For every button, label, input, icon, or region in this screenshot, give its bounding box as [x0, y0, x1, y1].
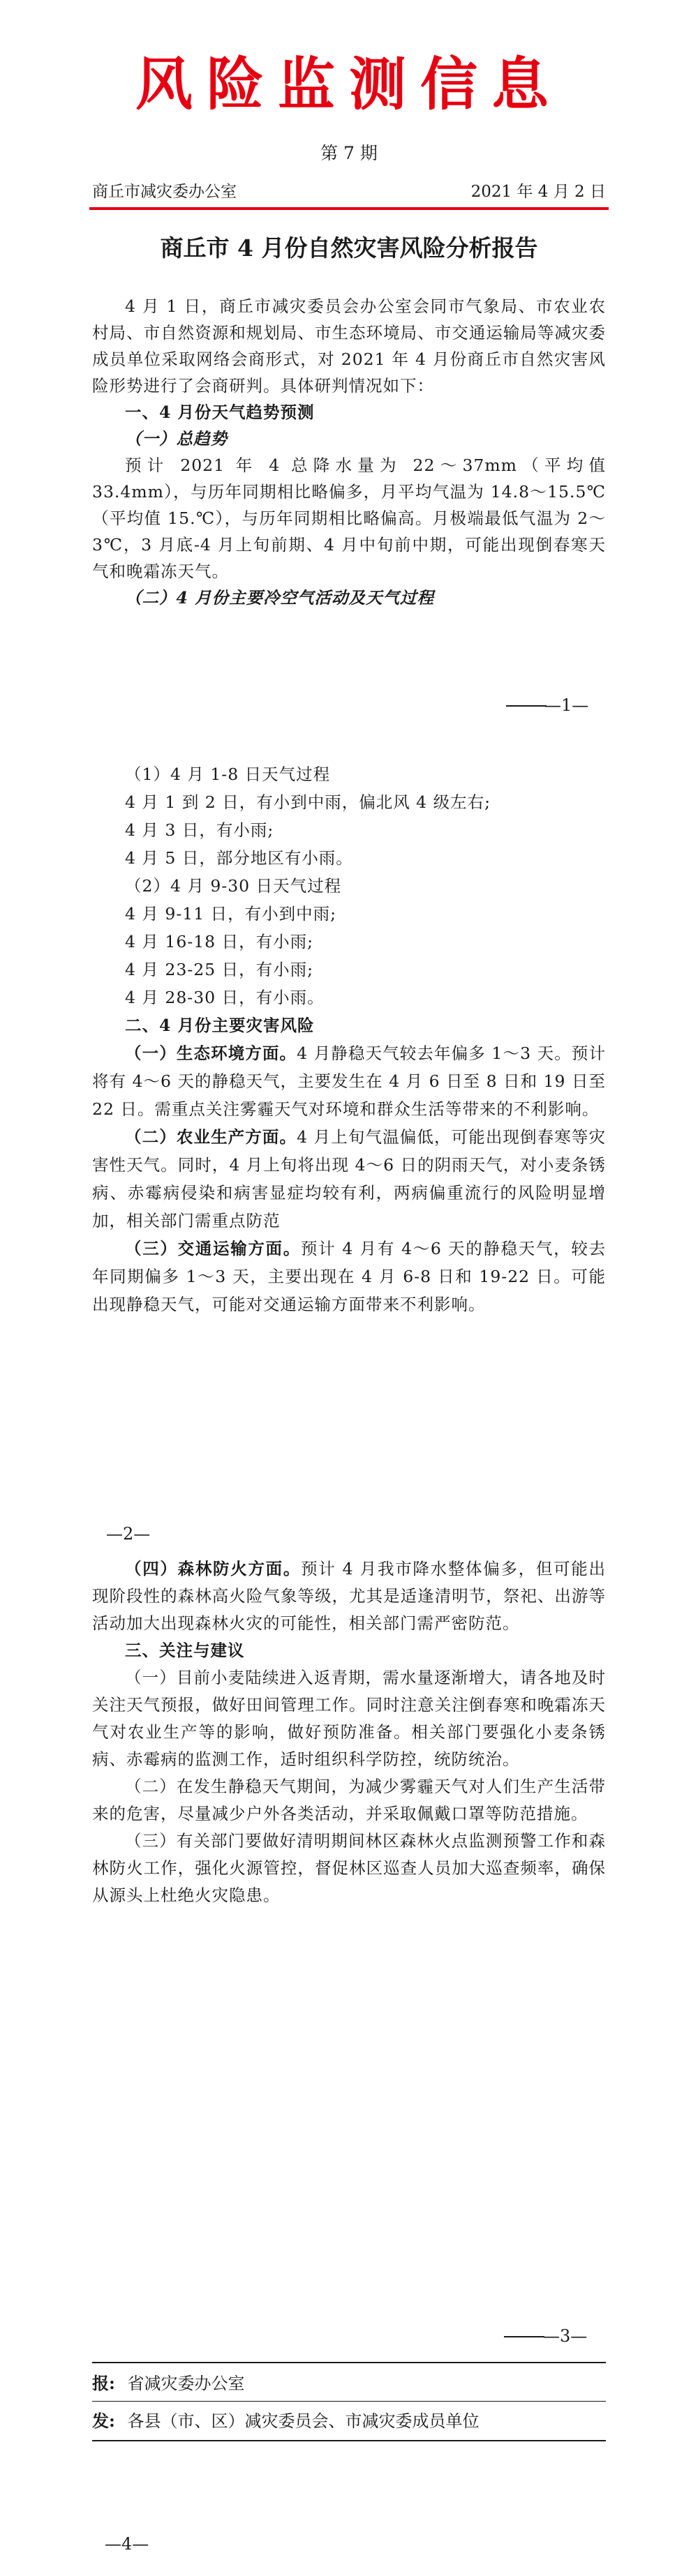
eco-paragraph — [92, 1039, 606, 1123]
section3-heading: 三、关注与建议 — [125, 1641, 245, 1660]
page-number-1: —1— — [544, 695, 589, 715]
weather-line: 4 月 28-30 日，有小雨。 — [125, 988, 325, 1007]
page3-body — [92, 1556, 606, 1909]
page2-body — [92, 760, 606, 1318]
weather-line: 4 月 23-25 日，有小雨; — [125, 960, 314, 979]
report-title: 商丘市 4 月份自然灾害风险分析报告 — [160, 234, 538, 262]
agri-heading: （二）农业生产方面。 — [125, 1127, 297, 1147]
traffic-text: 预计 4 月有 4～6 天的静稳天气，较去年同期偏多 1～3 天，主要出现在 4 月 6-8 日和 19-22 日。可能出现静稳天气，可能对交通运输方面带来不利影响。 — [92, 1239, 607, 1314]
suggestion-3: （三）有关部门要做好清明期间林区森林火点监测预警工作和森林防火工作，强化火源管控，督促林区巡查人员加大巡查频率，确保从源头上杜绝火灾隐患。 — [92, 1831, 606, 1905]
suggestion-2: （二）在发生静稳天气期间，为减少雾霾天气对人们生产生活带来的危害，尽量减少户外各类活动，并采取佩戴口罩等防范措施。 — [92, 1777, 606, 1823]
send-recipients: 各县（市、区）减灾委员会、市减灾委成员单位 — [127, 2411, 480, 2431]
traffic-paragraph — [92, 1235, 606, 1318]
agri-paragraph — [92, 1123, 606, 1235]
eco-heading: （一）生态环境方面。 — [125, 1044, 297, 1063]
agri-text: 4 月上旬气温偏低，可能出现倒春寒等灾害性天气。同时，4 月上旬将出现 4～6 日的阴雨天气，对小麦条锈病、赤霉病侵染和病害显症均较有利，两病偏重流行的风险明显增加，相关部门需重点防范 — [92, 1127, 606, 1230]
forest-text: 预计 4 月我市降水整体偏多，但可能出现阶段性的森林高火险气象等级，尤其是适逢清明节，祭祀、出游等活动加大出现森林火灾的可能性，相关部门需严密防范。 — [92, 1559, 606, 1633]
weather-line: 4 月 16-18 日，有小雨; — [125, 932, 314, 951]
footer-bottom-rule — [92, 2440, 606, 2441]
page-number-4: —4— — [105, 2534, 149, 2554]
page-number-3: —3— — [543, 2326, 588, 2346]
footer-top-rule — [92, 2362, 606, 2363]
footer-mid-rule — [92, 2401, 606, 2402]
forest-heading: （四）森林防火方面。 — [125, 1559, 302, 1579]
section1-heading: 一、4 月份天气趋势预测 — [125, 402, 315, 422]
issue-number: 第 7 期 — [320, 143, 378, 163]
red-divider — [89, 207, 609, 210]
report-label: 报: — [92, 2373, 115, 2393]
weather-line: 4 月 9-11 日，有小到中雨; — [125, 904, 337, 924]
send-label: 发: — [92, 2411, 115, 2431]
report-line — [92, 2367, 606, 2400]
weather-line: （2）4 月 9-30 日天气过程 — [125, 876, 342, 896]
weather-line: 4 月 5 日，部分地区有小雨。 — [125, 848, 353, 868]
sub2-heading: （二）4 月份主要冷空气活动及天气过程 — [125, 588, 435, 608]
report-recipient: 省减灾委办公室 — [127, 2374, 245, 2393]
weather-line: 4 月 1 到 2 日，有小到中雨，偏北风 4 级左右; — [125, 792, 491, 812]
trend-paragraph: 预计 2021 年 4 总降水量为 22～37mm（平均值 33.4mm），与历年同期相比略偏多，月平均气温为 14.8～15.5℃（平均值 15.℃），与历年同期相比略偏高。月极端最低气温为 2～3℃，3 月底-4 月上旬前期、4 月中旬前中期，可能出现倒春寒天气和晚霜冻天气。 — [92, 455, 606, 581]
page1-body — [92, 293, 606, 611]
page-rule — [506, 705, 547, 707]
page-number-2: —2— — [106, 1524, 151, 1544]
section2-heading: 二、4 月份主要灾害风险 — [125, 1016, 315, 1035]
page-rule — [504, 2336, 544, 2337]
eco-text: 4 月静稳天气较去年偏多 1～3 天。预计将有 4～6 天的静稳天气，主要发生在 4 月 6 日至 8 日和 19 日至 22 日。需重点关注雾霾天气对环境和群众生活等带来的不利影响。 — [92, 1044, 606, 1119]
suggestion-1: （一）目前小麦陆续进入返青期，需水量逐渐增大，请各地及时关注天气预报，做好田间管理工作。同时注意关注倒春寒和晚霜冻天气对农业生产等的影响，做好预防准备。相关部门要强化小麦条锈病、赤霉病的监测工作，适时组织科学防控，统防统治。 — [92, 1668, 606, 1769]
forest-paragraph — [92, 1556, 606, 1637]
issue-date: 2021 年 4 月 2 日 — [470, 183, 606, 201]
sub1-heading: （一）总趋势 — [125, 429, 228, 449]
intro-paragraph: 4 月 1 日，商丘市减灾委员会办公室会同市气象局、市农业农村局、市自然资源和规划局、市生态环境局、市交通运输局等减灾委成员单位采取网络会商形式，对 2021 年 4 月份商丘市自然灾害风险形势进行了会商研判。具体研判情况如下： — [92, 296, 606, 396]
issuer: 商丘市减灾委办公室 — [92, 183, 237, 201]
weather-line: （1）4 月 1-8 日天气过程 — [125, 764, 331, 784]
masthead-title: 风险监测信息 — [135, 52, 563, 118]
weather-line: 4 月 3 日，有小雨; — [125, 820, 274, 840]
send-line — [92, 2405, 606, 2437]
traffic-heading: （三）交通运输方面。 — [125, 1239, 301, 1258]
